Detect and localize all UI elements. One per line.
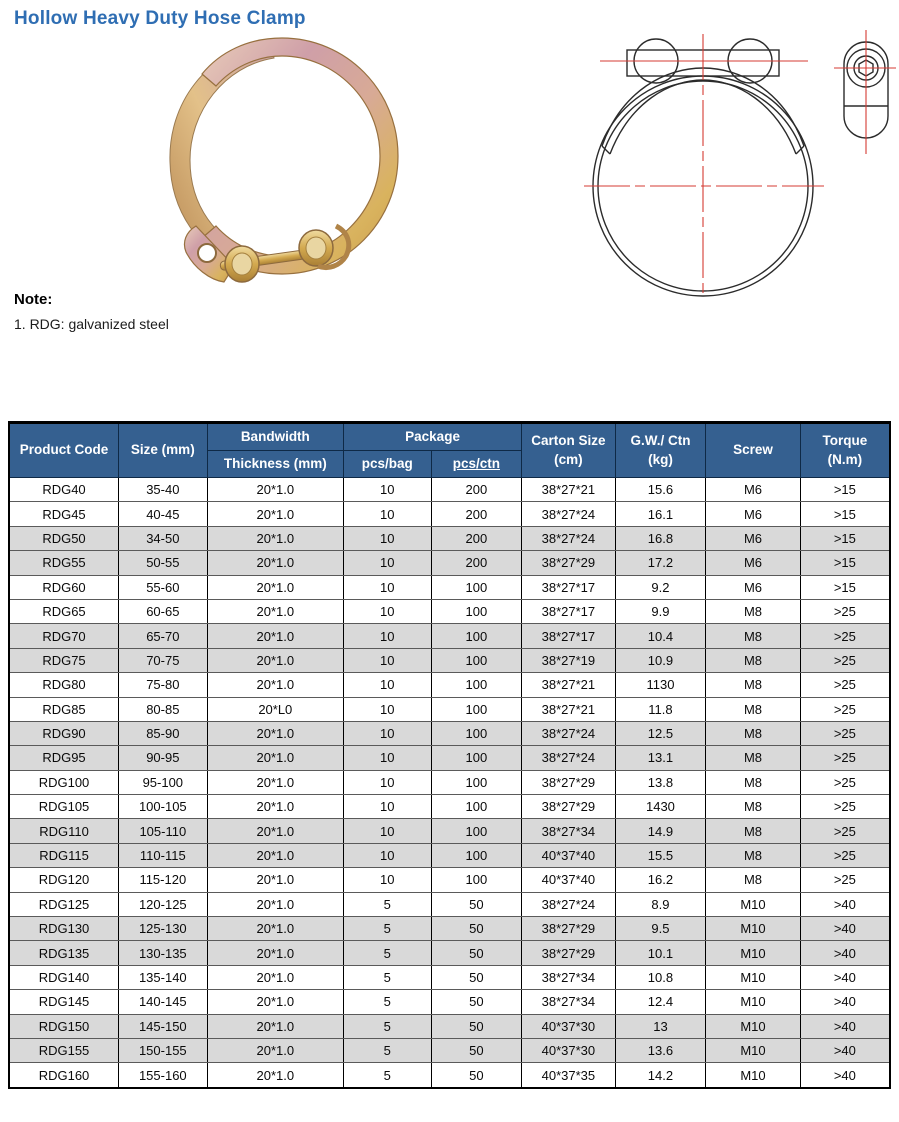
cell: M10 [706,917,801,941]
table-row [9,941,890,965]
cell: 5 [344,917,432,941]
pcs-ctn-label: pcs/ctn [452,455,500,471]
cell: >25 [800,819,890,843]
cell: 20*1.0 [207,746,343,770]
cell: RDG155 [9,1038,119,1062]
cell: RDG85 [9,697,119,721]
cell: M6 [706,502,801,526]
cell: 9.5 [615,917,706,941]
cell: 5 [344,1038,432,1062]
cell: RDG60 [9,575,119,599]
cell: 38*27*17 [522,624,616,648]
cell: 100 [431,697,522,721]
cell: 13.6 [615,1038,706,1062]
page-title: Hollow Heavy Duty Hose Clamp [14,8,306,29]
cell: 200 [431,502,522,526]
cell: 1430 [615,795,706,819]
cell: 38*27*24 [522,502,616,526]
cell: 12.4 [615,990,706,1014]
table-row [9,648,890,672]
table-row [9,478,890,502]
cell: >40 [800,1014,890,1038]
cell: >40 [800,1038,890,1062]
cell: M6 [706,526,801,550]
cell: 155-160 [119,1063,208,1088]
cell: M8 [706,770,801,794]
note-item: 1. RDG: galvanized steel [14,316,169,332]
cell: 20*1.0 [207,795,343,819]
cell: 100 [431,648,522,672]
table-row [9,599,890,623]
cell: 10 [344,502,432,526]
col-header-screw: Screw [706,423,801,478]
cell: M10 [706,1038,801,1062]
cell: 140-145 [119,990,208,1014]
cell: 38*27*24 [522,746,616,770]
col-header-gw-ctn [615,423,706,478]
cell: RDG160 [9,1063,119,1088]
cell: 38*27*34 [522,990,616,1014]
carton-size-label: Carton Size [531,433,606,449]
table-row [9,721,890,745]
cell: 125-130 [119,917,208,941]
cell: 10 [344,551,432,575]
cell: 200 [431,478,522,502]
cell: >25 [800,624,890,648]
cell: 13.8 [615,770,706,794]
cell: 100 [431,746,522,770]
cell: 100 [431,673,522,697]
cell: >40 [800,1063,890,1088]
cell: 20*1.0 [207,868,343,892]
col-header-size: Size (mm) [119,423,208,478]
cell: 100 [431,868,522,892]
cell: 100-105 [119,795,208,819]
cell: >25 [800,843,890,867]
cell: 135-140 [119,965,208,989]
cell: RDG75 [9,648,119,672]
cell: 20*1.0 [207,1014,343,1038]
cell: >25 [800,648,890,672]
cell: 120-125 [119,892,208,916]
cell: 20*1.0 [207,770,343,794]
cell: 10 [344,721,432,745]
cell: M8 [706,624,801,648]
table-row [9,990,890,1014]
cell: 20*1.0 [207,941,343,965]
spec-table [8,421,891,1089]
cell: RDG65 [9,599,119,623]
cell: RDG105 [9,795,119,819]
cell: 100 [431,843,522,867]
table-row [9,575,890,599]
cell: 5 [344,1063,432,1088]
cell: M10 [706,941,801,965]
table-row [9,1038,890,1062]
cell: M6 [706,551,801,575]
cell: RDG50 [9,526,119,550]
cell: 200 [431,526,522,550]
cell: 50 [431,1014,522,1038]
cell: 20*1.0 [207,819,343,843]
cell: 10 [344,648,432,672]
cell: >40 [800,892,890,916]
col-header-bandwidth: Bandwidth [207,423,343,451]
cell: 85-90 [119,721,208,745]
cell: 10 [344,868,432,892]
cell: 10 [344,697,432,721]
cell: M8 [706,819,801,843]
cell: 65-70 [119,624,208,648]
table-row [9,868,890,892]
cell: 15.6 [615,478,706,502]
carton-size-unit: (cm) [554,451,583,467]
cell: 50 [431,941,522,965]
note-label: Note: [14,291,53,308]
col-header-product-code: Product Code [9,423,119,478]
cell: 10 [344,624,432,648]
table-row [9,746,890,770]
cell: M6 [706,478,801,502]
cell: >25 [800,746,890,770]
cell: M10 [706,892,801,916]
cell: 10.4 [615,624,706,648]
cell: 35-40 [119,478,208,502]
gw-label: G.W./ Ctn [630,433,691,449]
cell: >15 [800,551,890,575]
cell: RDG95 [9,746,119,770]
cell: RDG45 [9,502,119,526]
cell: 5 [344,965,432,989]
cell: 38*27*21 [522,478,616,502]
cell: 16.8 [615,526,706,550]
cell: 20*1.0 [207,624,343,648]
cell: M8 [706,868,801,892]
cell: 38*27*19 [522,648,616,672]
cell: 70-75 [119,648,208,672]
cell: 20*1.0 [207,1063,343,1088]
cell: M8 [706,843,801,867]
cell: >15 [800,575,890,599]
table-row [9,624,890,648]
torque-unit: (N.m) [827,451,863,467]
cell: RDG125 [9,892,119,916]
cell: 11.8 [615,697,706,721]
cell: 20*1.0 [207,575,343,599]
cell: 150-155 [119,1038,208,1062]
cell: 40*37*40 [522,868,616,892]
cell: 9.2 [615,575,706,599]
cell: 40-45 [119,502,208,526]
cell: 14.2 [615,1063,706,1088]
cell: 100 [431,721,522,745]
cell: 10 [344,770,432,794]
cell: 20*1.0 [207,965,343,989]
cell: 8.9 [615,892,706,916]
cell: >25 [800,599,890,623]
cell: 50 [431,990,522,1014]
cell: >40 [800,917,890,941]
cell: RDG40 [9,478,119,502]
table-row [9,819,890,843]
col-header-thickness: Thickness (mm) [207,451,343,478]
cell: RDG80 [9,673,119,697]
cell: RDG115 [9,843,119,867]
col-header-carton-size [522,423,616,478]
cell: 20*1.0 [207,721,343,745]
cell: 38*27*17 [522,599,616,623]
cell: 38*27*29 [522,917,616,941]
cell: RDG100 [9,770,119,794]
gw-unit: (kg) [648,451,673,467]
torque-label: Torque [822,433,868,449]
cell: M8 [706,648,801,672]
hose-clamp-drawing-graphic [582,28,898,300]
table-row [9,502,890,526]
cell: >40 [800,941,890,965]
cell: 16.2 [615,868,706,892]
cell: 50 [431,965,522,989]
cell: 38*27*17 [522,575,616,599]
cell: 10 [344,795,432,819]
cell: RDG90 [9,721,119,745]
product-photo [150,30,410,290]
cell: >15 [800,502,890,526]
cell: 5 [344,892,432,916]
cell: 12.5 [615,721,706,745]
cell: >40 [800,990,890,1014]
table-row [9,1014,890,1038]
cell: RDG55 [9,551,119,575]
table-row [9,843,890,867]
cell: 20*1.0 [207,478,343,502]
col-header-pcs-bag: pcs/bag [344,451,432,478]
cell: 13.1 [615,746,706,770]
cell: 13 [615,1014,706,1038]
cell: M8 [706,746,801,770]
cell: RDG135 [9,941,119,965]
cell: M8 [706,721,801,745]
cell: 145-150 [119,1014,208,1038]
spec-table-body [9,478,890,1088]
hose-clamp-photo-graphic [150,30,410,290]
cell: 130-135 [119,941,208,965]
cell: 38*27*21 [522,697,616,721]
cell: 100 [431,624,522,648]
cell: RDG140 [9,965,119,989]
cell: 38*27*34 [522,965,616,989]
cell: 50 [431,917,522,941]
cell: 20*1.0 [207,551,343,575]
cell: 40*37*40 [522,843,616,867]
cell: 10 [344,478,432,502]
cell: >25 [800,697,890,721]
cell: 20*1.0 [207,526,343,550]
cell: 20*1.0 [207,990,343,1014]
cell: 50 [431,892,522,916]
cell: 50-55 [119,551,208,575]
cell: 38*27*29 [522,941,616,965]
cell: M10 [706,990,801,1014]
cell: M8 [706,795,801,819]
cell: M10 [706,1063,801,1088]
table-row [9,892,890,916]
cell: 17.2 [615,551,706,575]
cell: 50 [431,1063,522,1088]
cell: 10 [344,526,432,550]
cell: 20*L0 [207,697,343,721]
cell: 10 [344,599,432,623]
cell: 34-50 [119,526,208,550]
table-row [9,673,890,697]
cell: 38*27*24 [522,892,616,916]
col-header-pcs-ctn [431,451,522,478]
cell: RDG120 [9,868,119,892]
col-header-torque [800,423,890,478]
cell: RDG70 [9,624,119,648]
table-row [9,965,890,989]
cell: 38*27*29 [522,770,616,794]
cell: 20*1.0 [207,892,343,916]
cell: 5 [344,990,432,1014]
cell: 100 [431,599,522,623]
table-row [9,526,890,550]
cell: 10 [344,843,432,867]
cell: 90-95 [119,746,208,770]
cell: 110-115 [119,843,208,867]
cell: >25 [800,673,890,697]
cell: 38*27*24 [522,721,616,745]
cell: 10.8 [615,965,706,989]
cell: 95-100 [119,770,208,794]
cell: 15.5 [615,843,706,867]
table-row [9,795,890,819]
cell: 5 [344,1014,432,1038]
cell: >15 [800,526,890,550]
cell: 100 [431,575,522,599]
spec-table-header [9,423,890,478]
cell: 55-60 [119,575,208,599]
table-row [9,770,890,794]
cell: 9.9 [615,599,706,623]
cell: M10 [706,965,801,989]
cell: M8 [706,697,801,721]
cell: 10 [344,673,432,697]
cell: 10 [344,819,432,843]
cell: 38*27*21 [522,673,616,697]
cell: 20*1.0 [207,648,343,672]
cell: 20*1.0 [207,673,343,697]
cell: 20*1.0 [207,502,343,526]
cell: 75-80 [119,673,208,697]
cell: 115-120 [119,868,208,892]
cell: 40*37*30 [522,1038,616,1062]
table-row [9,697,890,721]
cell: M10 [706,1014,801,1038]
cell: RDG110 [9,819,119,843]
cell: 10 [344,575,432,599]
cell: 1130 [615,673,706,697]
table-row [9,551,890,575]
cell: M8 [706,599,801,623]
cell: M6 [706,575,801,599]
cell: RDG145 [9,990,119,1014]
cell: 38*27*34 [522,819,616,843]
cell: 38*27*29 [522,795,616,819]
table-row [9,1063,890,1088]
cell: >25 [800,721,890,745]
cell: 50 [431,1038,522,1062]
cell: 20*1.0 [207,599,343,623]
cell: >15 [800,478,890,502]
cell: 38*27*24 [522,526,616,550]
cell: 10.1 [615,941,706,965]
cell: RDG150 [9,1014,119,1038]
cell: 10.9 [615,648,706,672]
cell: 100 [431,770,522,794]
cell: >25 [800,868,890,892]
cell: 16.1 [615,502,706,526]
cell: 40*37*30 [522,1014,616,1038]
cell: >40 [800,965,890,989]
cell: 100 [431,795,522,819]
technical-drawing [582,28,898,300]
cell: M8 [706,673,801,697]
cell: 105-110 [119,819,208,843]
cell: 60-65 [119,599,208,623]
cell: RDG130 [9,917,119,941]
cell: 10 [344,746,432,770]
cell: 100 [431,819,522,843]
cell: 20*1.0 [207,843,343,867]
cell: 40*37*35 [522,1063,616,1088]
table-row [9,917,890,941]
cell: >25 [800,770,890,794]
cell: 80-85 [119,697,208,721]
cell: 5 [344,941,432,965]
cell: 20*1.0 [207,1038,343,1062]
cell: 38*27*29 [522,551,616,575]
cell: >25 [800,795,890,819]
col-header-package: Package [344,423,522,451]
cell: 200 [431,551,522,575]
cell: 14.9 [615,819,706,843]
cell: 20*1.0 [207,917,343,941]
